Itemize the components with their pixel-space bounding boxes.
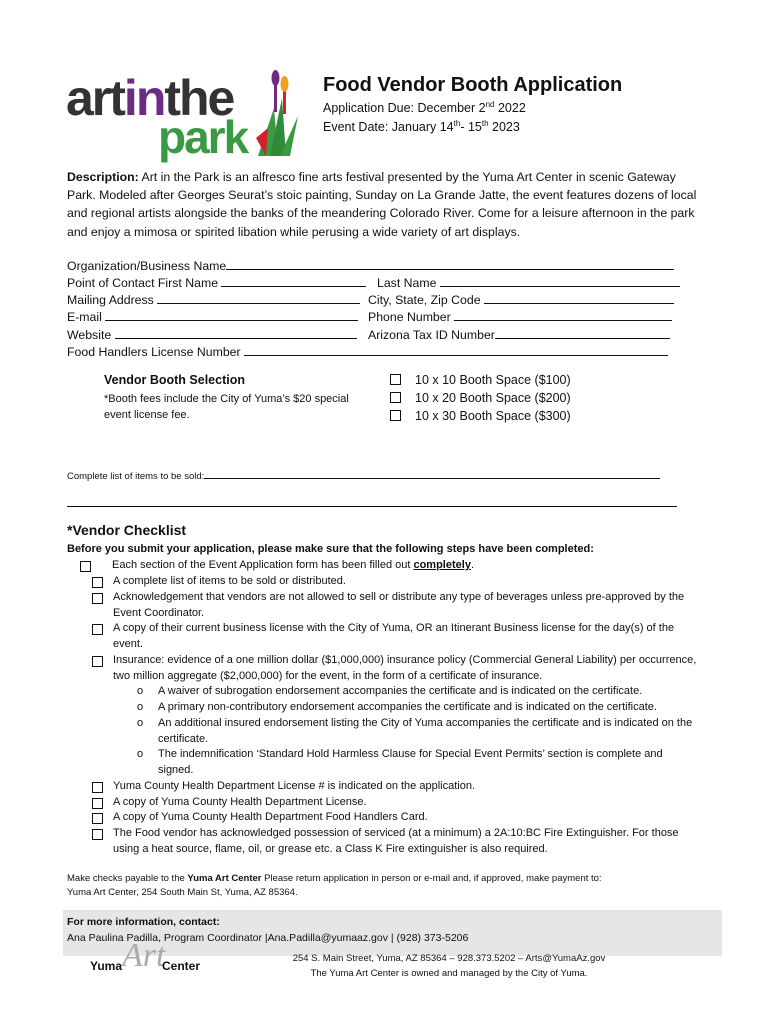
yuma-art-center-logo: Art Yuma Center xyxy=(90,937,201,974)
checklist-item: Each section of the Event Application form has been filled out completely. xyxy=(67,558,679,574)
checkbox[interactable] xyxy=(92,782,103,793)
checklist-item: A complete list of items to be sold or distributed. xyxy=(92,574,704,590)
checkbox[interactable] xyxy=(92,656,103,667)
website-field[interactable]: Website xyxy=(67,327,357,344)
checkbox[interactable] xyxy=(92,624,103,635)
checklist-item: A copy of Yuma County Health Department Food Handlers Card. xyxy=(92,810,704,826)
mailing-address-field[interactable]: Mailing Address xyxy=(67,292,360,309)
booth-option-10x30[interactable]: 10 x 30 Booth Space ($300) xyxy=(390,409,571,423)
checklist-subitem: o An additional insured endorsement listing the City of Yuma accompanies the certificate and is indicated on the certificate. xyxy=(137,717,693,745)
checkbox[interactable] xyxy=(390,374,401,385)
items-sold-field[interactable]: Complete list of items to be sold: xyxy=(67,468,660,485)
checkbox[interactable] xyxy=(80,561,91,572)
tax-id-field[interactable]: Arizona Tax ID Number xyxy=(368,327,670,344)
checkbox[interactable] xyxy=(390,392,401,403)
logo-wordmark: artinthe xyxy=(66,70,234,126)
first-name-field[interactable]: Point of Contact First Name xyxy=(67,275,366,292)
address-block: 254 S. Main Street, Yuma, AZ 85364 – 928.373.5202 – Arts@YumaAz.gov The Yuma Art Center is owned and managed by the City of Yuma. xyxy=(292,953,606,979)
application-due: Application Due: December 2nd 2022 xyxy=(323,100,526,116)
food-handlers-field[interactable]: Food Handlers License Number xyxy=(67,344,668,361)
last-name-field[interactable]: Last Name xyxy=(377,275,680,292)
checklist-item: Insurance: evidence of a one million dollar ($1,000,000) insurance policy (Commercial General Liability) per occurrence, two million aggregate ($2,000,000) for the event, in the form of a certificate of insurance. xyxy=(92,653,704,684)
checkbox[interactable] xyxy=(390,410,401,421)
booth-fee-note: *Booth fees include the City of Yuma’s $20 special event license fee. xyxy=(104,393,349,421)
logo-park-word: park xyxy=(158,111,248,163)
checklist-item: A copy of Yuma County Health Department License. xyxy=(92,795,704,811)
booth-selection-heading: Vendor Booth Selection xyxy=(104,373,245,387)
org-name-field[interactable]: Organization/Business Name xyxy=(67,258,674,275)
checklist-subtitle: Before you submit your application, please make sure that the following steps have been completed: xyxy=(67,543,594,555)
event-date: Event Date: January 14th- 15th 2023 xyxy=(323,119,520,135)
items-sold-line-2[interactable] xyxy=(67,506,677,507)
contact-heading: For more information, contact: xyxy=(67,916,220,928)
phone-field[interactable]: Phone Number xyxy=(368,309,672,326)
checkbox[interactable] xyxy=(92,798,103,809)
description: Description: Art in the Park is an alfresco fine arts festival presented by the Yuma Art Center in scenic Gateway Park. Modeled after Georges Seurat’s stoic painting, Sunday on La Grande Jatte, the event features dozens of local and regional artists alongside the banks of the meandering Colorado River. Come for a leisure afternoon in the park and enjoy a mimosa or spirited libation while perusing a wide variety of art displays. xyxy=(67,170,697,239)
checklist-subitem: o The indemnification ‘Standard Hold Harmless Clause for Special Event Permits’ section is complete and signed. xyxy=(137,748,663,776)
checklist-item: The Food vendor has acknowledged possession of serviced (at a minimum) a 2A:10:BC Fire Extinguisher. For those using a heat source, flame, oil, or grease etc. a Class K Fire extinguisher is also required. xyxy=(92,826,704,857)
art-in-the-park-logo xyxy=(66,68,296,163)
email-field[interactable]: E-mail xyxy=(67,309,358,326)
checkbox[interactable] xyxy=(92,813,103,824)
checklist-item: Yuma County Health Department License # is indicated on the application. xyxy=(92,779,704,795)
paintbrush-plant-icon xyxy=(252,68,302,160)
checklist-subitem: o A primary non-contributory endorsement accompanies the certificate and is indicated on the certificate. xyxy=(137,701,657,713)
checklist-subitem: o A waiver of subrogation endorsement accompanies the certificate and is indicated on the certificate. xyxy=(137,685,643,697)
checkbox[interactable] xyxy=(92,829,103,840)
contact-line: Ana Paulina Padilla, Program Coordinator |Ana.Padilla@yumaaz.gov | (928) 373-5206 xyxy=(67,932,469,944)
booth-option-10x10[interactable]: 10 x 10 Booth Space ($100) xyxy=(390,373,571,387)
city-state-zip-field[interactable]: City, State, Zip Code xyxy=(368,292,674,309)
booth-option-10x20[interactable]: 10 x 20 Booth Space ($200) xyxy=(390,391,571,405)
document-title: Food Vendor Booth Application xyxy=(323,74,623,96)
checkbox[interactable] xyxy=(92,577,103,588)
checklist-item: Acknowledgement that vendors are not allowed to sell or distribute any type of beverages unless pre-approved by the Event Coordinator. xyxy=(92,590,704,621)
checklist-item: A copy of their current business license with the City of Yuma, OR an Itinerant Business license for the day(s) of the event. xyxy=(92,621,704,652)
payment-instructions: Make checks payable to the Yuma Art Center Please return application in person or e-mail and, if approved, make payment to: Yuma Art Center, 254 South Main St, Yuma, AZ 85364. xyxy=(67,873,602,898)
vendor-checklist-title: *Vendor Checklist xyxy=(67,522,187,538)
checkbox[interactable] xyxy=(92,593,103,604)
